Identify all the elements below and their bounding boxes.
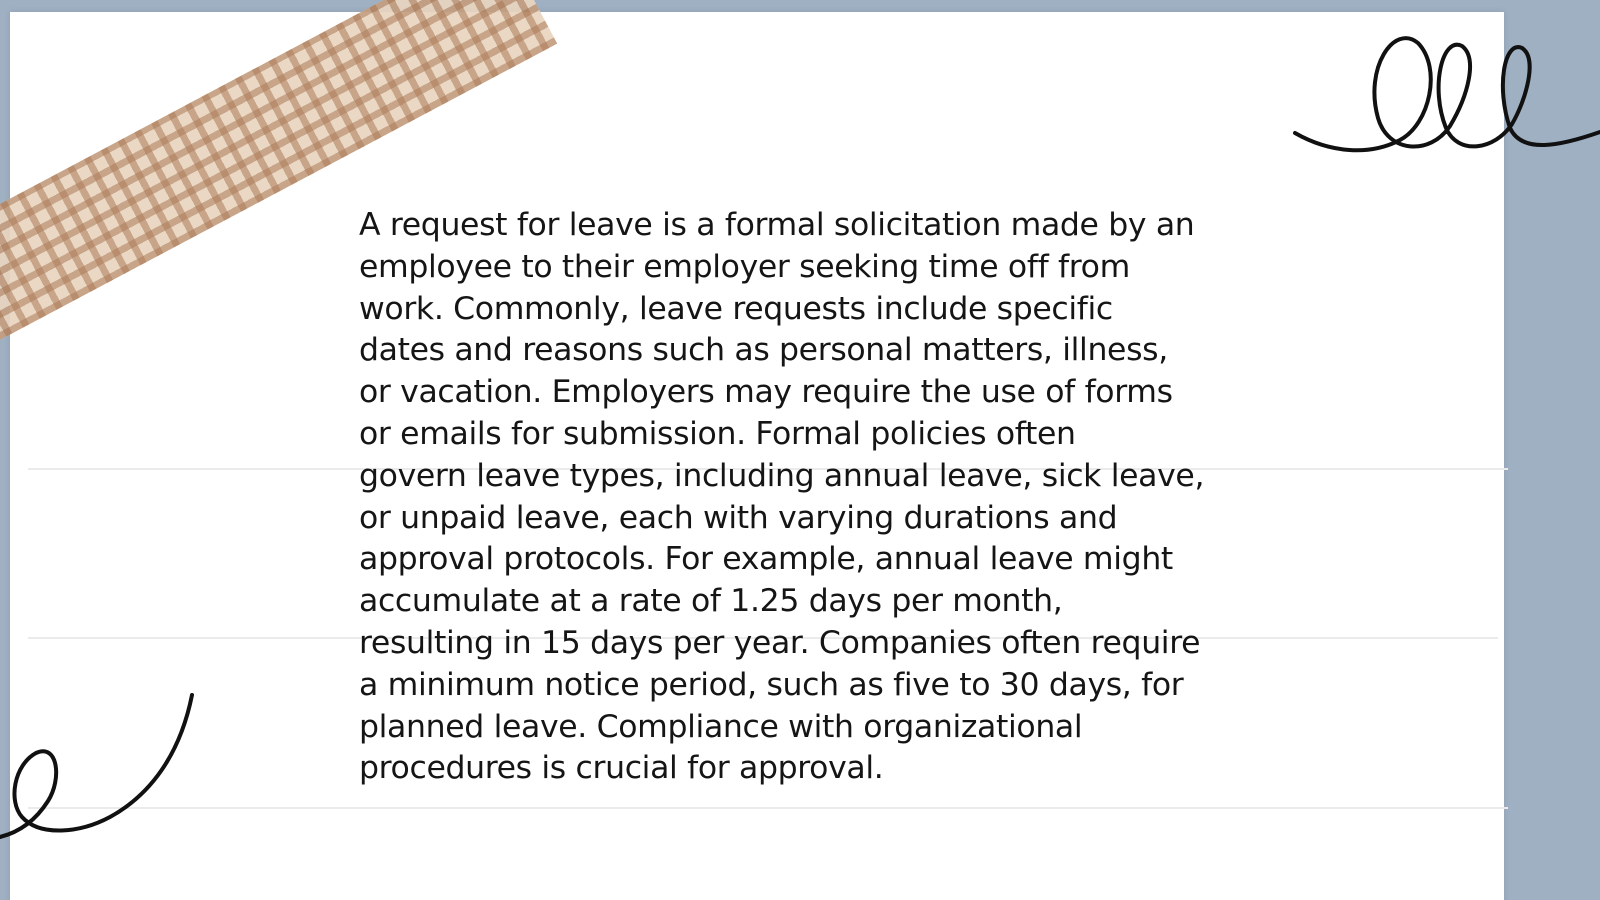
loop-scribble-icon — [1290, 28, 1600, 168]
body-paragraph: A request for leave is a formal solicitation made by an employee to their employer seeking time off from work. Commonly, leave requests include specific dates and reasons such as personal matters, illness, or vacation. Employers may require the use of forms or emails for submission. Formal policies often govern leave types, including annual leave, sick leave, or unpaid leave, each with varying durations and approval protocols. For example, annual leave might accumulate at a rate of 1.25 days per month, resulting in 15 days per year. Companies often require a minimum notice period, such as five to 30 days, for planned leave. Compliance with organizational procedures is crucial for approval. — [359, 207, 1205, 787]
paper-rule-line — [28, 807, 1508, 809]
check-swirl-icon — [0, 695, 200, 855]
